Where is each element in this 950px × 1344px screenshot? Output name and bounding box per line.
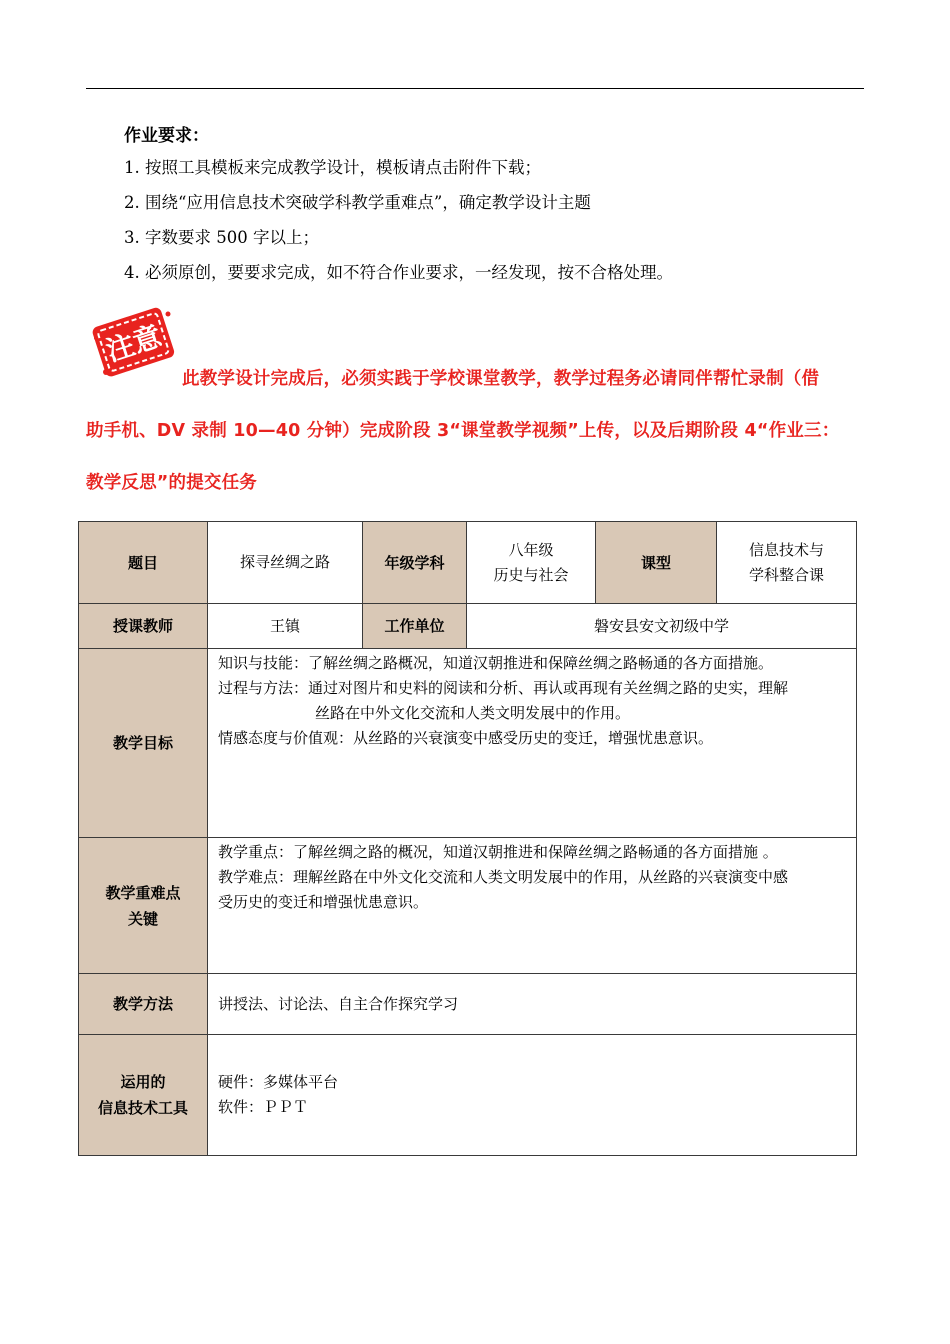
work-unit-label: 工作单位	[363, 604, 467, 649]
table-row	[79, 604, 857, 649]
notice-line: 教学反思”的提交任务	[86, 473, 258, 493]
table-row	[79, 974, 857, 1035]
keypoints-label-line: 教学重难点	[105, 883, 181, 902]
keypoints-content	[208, 838, 857, 974]
keypoints-label-line: 关键	[127, 909, 158, 928]
tools-software: 软件：ＰＰＴ	[218, 1098, 309, 1116]
grade-value	[467, 522, 596, 604]
requirement-item: 4. 必须原创，要要求完成，如不符合作业要求，一经发现，按不合格处理。	[124, 263, 673, 282]
requirements-title: 作业要求：	[124, 126, 209, 146]
objective-line: 过程与方法：通过对图片和史料的阅读和分析、再认或再现有关丝绸之路的史实，理解	[218, 679, 789, 697]
teacher-label: 授课教师	[79, 604, 208, 649]
objective-line: 知识与技能：了解丝绸之路概况，知道汉朝推进和保障丝绸之路畅通的各方面措施。	[218, 654, 774, 672]
grade-value-line: 历史与社会	[493, 565, 569, 584]
objectives-content	[208, 649, 857, 838]
lesson-type-line: 学科整合课	[748, 565, 824, 584]
topic-value: 探寻丝绸之路	[208, 522, 363, 604]
requirement-item: 3. 字数要求 500 字以上；	[124, 228, 319, 247]
tools-label-line: 信息技术工具	[97, 1099, 188, 1117]
requirement-item: 1. 按照工具模板来完成教学设计，模板请点击附件下载；	[124, 158, 541, 177]
grade-label: 年级学科	[363, 522, 467, 604]
lesson-type-value	[717, 522, 857, 604]
tools-hardware: 硬件：多媒体平台	[218, 1073, 339, 1091]
tools-content	[208, 1035, 857, 1156]
methods-value: 讲授法、讨论法、自主合作探究学习	[208, 974, 857, 1035]
notice-text	[86, 356, 866, 512]
keypoint-line: 受历史的变迁和增强忧患意识。	[218, 893, 429, 911]
grade-value-line: 八年级	[508, 540, 554, 559]
table-row	[79, 649, 857, 838]
methods-label: 教学方法	[79, 974, 208, 1035]
keypoint-line: 教学重点：了解丝绸之路的概况，知道汉朝推进和保障丝绸之路畅通的各方面措施 。	[218, 843, 778, 861]
lesson-type-line: 信息技术与	[748, 540, 824, 559]
topic-label: 题目	[79, 522, 208, 604]
header-rule	[86, 88, 864, 89]
objective-line: 丝路在中外文化交流和人类文明发展中的作用。	[315, 704, 631, 722]
lesson-plan-table	[78, 521, 857, 1156]
table-row	[79, 1035, 857, 1156]
notice-line: 助手机、DV 录制 10—40 分钟）完成阶段 3“课堂教学视频”上传，以及后期阶段 4“作业三：	[86, 421, 840, 441]
lesson-type-label: 课型	[596, 522, 717, 604]
requirement-item: 2. 围绕“应用信息技术突破学科教学重难点”，确定教学设计主题	[124, 193, 591, 212]
table-row	[79, 522, 857, 604]
tools-label-line: 运用的	[120, 1073, 166, 1091]
teacher-value: 王镇	[208, 604, 363, 649]
keypoints-label	[79, 838, 208, 974]
notice-line: 此教学设计完成后，必须实践于学校课堂教学，教学过程务必请同伴帮忙录制（借	[182, 369, 820, 389]
table-row	[79, 838, 857, 974]
assignment-requirements	[124, 122, 884, 290]
svg-text:注意: 注意	[102, 319, 166, 368]
objective-line: 情感态度与价值观：从丝路的兴衰演变中感受历史的变迁，增强忧患意识。	[218, 729, 714, 747]
keypoint-line: 教学难点：理解丝路在中外文化交流和人类文明发展中的作用，从丝路的兴衰演变中感	[218, 868, 789, 886]
work-unit-value: 磐安县安文初级中学	[467, 604, 857, 649]
objectives-label: 教学目标	[79, 649, 208, 838]
tools-label	[79, 1035, 208, 1156]
